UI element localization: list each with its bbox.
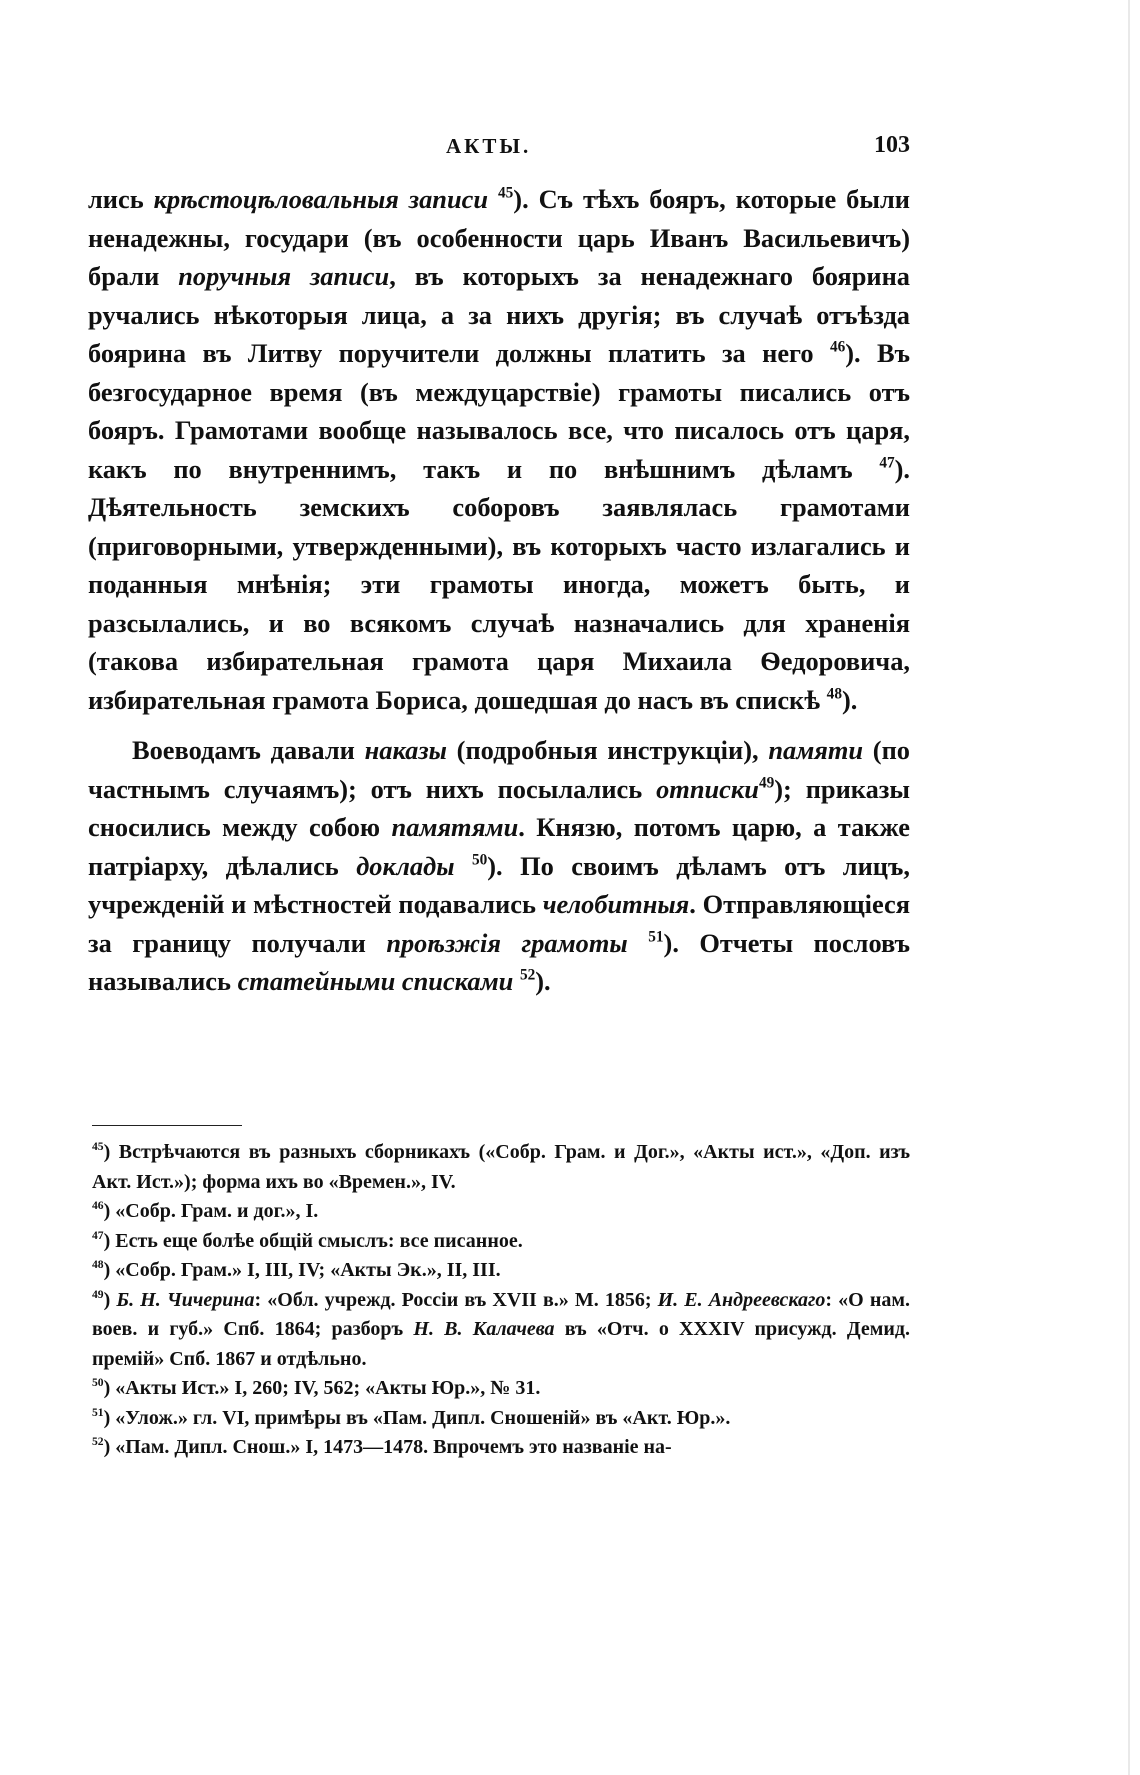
- footnote-45: [92, 1138, 910, 1197]
- footnotes: [92, 1138, 910, 1463]
- footnote-ref: 51: [648, 927, 664, 945]
- italic-term: проѣзжія грамоты: [386, 927, 628, 958]
- footnote-mark: 49: [92, 1287, 104, 1301]
- footnote-mark: 51: [92, 1405, 104, 1419]
- italic-term: памяти: [768, 735, 864, 765]
- footnote-48: [92, 1256, 910, 1286]
- footnote-50: [92, 1374, 910, 1404]
- footnote-separator: [92, 1125, 242, 1126]
- text-run: ). По своимъ дѣламъ отъ лицъ, учрежденій и мѣстностей подавались: [88, 850, 910, 919]
- footnote-ref: 52: [519, 966, 536, 984]
- page-number: 103: [874, 132, 910, 158]
- page-header: [88, 132, 910, 168]
- italic-term: челобитныя: [542, 889, 690, 919]
- text-run: . Отправляющіеся за границу получали: [88, 889, 910, 958]
- footnote-text: ) Встрѣчаются въ разныхъ сборникахъ («Собр. Грам. и Дог.», «Акты ист.», «Доп. изъ Акт. Ист.»); форма ихъ во «Времен.», IV.: [92, 1141, 910, 1193]
- italic-term: доклады: [356, 850, 455, 881]
- footnote-mark: 47: [92, 1228, 104, 1242]
- footnote-ref: 45: [497, 184, 514, 202]
- text-run: лись: [88, 184, 154, 214]
- footnote-author: Б. Н. Чичерина: [116, 1288, 255, 1311]
- text-run: ). Отчеты пословъ назывались: [88, 927, 910, 996]
- footnote-51: [92, 1404, 910, 1434]
- footnote-mark: 46: [92, 1198, 104, 1212]
- page-edge-line: [1128, 0, 1130, 1775]
- text-run: ). Въ безгосударное время (въ междуцарствіе) грамоты писались отъ бояръ. Грамотами вообще называлось все, что писалось отъ царя, какъ по внутреннимъ, такъ и по внѣшнимъ дѣламъ: [88, 338, 910, 484]
- footnote-text: ) «Пам. Дипл. Снош.» I, 1473—1478. Впрочемъ это названіе на-: [103, 1436, 672, 1458]
- footnote-46: [92, 1197, 910, 1227]
- text-run: (по частнымъ случаямъ); отъ нихъ посылались: [88, 735, 910, 804]
- main-text: [88, 180, 910, 1001]
- text-run: , въ которыхъ за ненадежнаго боярина ручались нѣкоторыя лица, а за нихъ другія; въ случаѣ отъѣзда боярина въ Литву поручители должны платить за него: [88, 261, 910, 368]
- italic-term: статейными списками: [237, 966, 514, 996]
- text-run: ); приказы сносились между собою: [88, 773, 910, 842]
- italic-term: памятями: [391, 812, 519, 842]
- italic-term: наказы: [364, 735, 447, 765]
- footnote-mark: 48: [92, 1257, 104, 1271]
- footnote-text: ): [103, 1288, 117, 1311]
- running-head: АКТЫ.: [446, 134, 532, 158]
- footnote-author: И. Е. Андреевскаго: [657, 1288, 826, 1311]
- footnote-ref: 50: [471, 850, 488, 868]
- footnote-text: ) «Акты Ист.» I, 260; IV, 562; «Акты Юр.», № 31.: [103, 1377, 541, 1399]
- footnote-text: : «О нам. воев. и губ.» Спб. 1864; разборъ: [92, 1288, 910, 1340]
- text-run: ). Съ тѣхъ бояръ, которые были ненадежны, государи (въ особенности царь Иванъ Васильевичъ) брали: [88, 184, 910, 291]
- text-run: ).: [841, 684, 858, 715]
- footnote-ref: 49: [758, 773, 775, 791]
- footnote-text: ) «Собр. Грам.» I, III, IV; «Акты Эк.», II, III.: [103, 1259, 501, 1281]
- paragraph-2: [88, 731, 910, 1001]
- text-run: ). Дѣятельность земскихъ соборовъ заявлялась грамотами (приговорными, утвержденными), въ которыхъ часто излагались и поданныя мнѣнія; эти грамоты иногда, можетъ быть, и разсылались, и во всякомъ случаѣ назначались для храненія (такова избирательная грамота царя Михаила Ѳедоровича, избирательная грамота Бориса, дошедшая до насъ въ спискѣ: [88, 453, 910, 715]
- text-run: Воеводамъ давали: [132, 735, 365, 765]
- footnote-mark: 50: [92, 1375, 104, 1389]
- footnote-author: Н. В. Калачева: [413, 1318, 555, 1340]
- text-run: (подробныя инструкціи),: [446, 735, 769, 765]
- text-run: . Князю, потомъ царю, а также патріарху, дѣлались: [88, 812, 910, 881]
- italic-term: отписки: [656, 773, 759, 804]
- footnote-text: ) Есть еще болѣе общій смыслъ: все писанное.: [103, 1229, 523, 1252]
- footnote-52: [92, 1433, 910, 1463]
- footnote-ref: 47: [879, 453, 895, 471]
- footnote-mark: 52: [92, 1434, 104, 1448]
- footnote-ref: 46: [829, 338, 846, 356]
- paragraph-1: [88, 180, 910, 719]
- italic-term: крѣстоцѣловальныя записи: [153, 184, 489, 214]
- footnote-mark: 45: [92, 1139, 104, 1153]
- footnote-text: въ «Отч. о XXXIV присужд. Демид. премій» Спб. 1867 и отдѣльно.: [92, 1318, 910, 1370]
- text-run: ).: [535, 966, 551, 996]
- footnote-49: [92, 1286, 910, 1375]
- footnote-text: : «Обл. учрежд. Россіи въ XVII в.» М. 1856;: [254, 1288, 658, 1311]
- italic-term: поручныя записи: [178, 261, 390, 291]
- footnote-ref: 48: [826, 684, 842, 702]
- footnote-47: [92, 1227, 910, 1257]
- footnote-text: ) «Улож.» гл. VI, примѣры въ «Пам. Дипл. Сношеній» въ «Акт. Юр.».: [103, 1406, 731, 1429]
- footnote-text: ) «Собр. Грам. и дог.», I.: [103, 1200, 319, 1222]
